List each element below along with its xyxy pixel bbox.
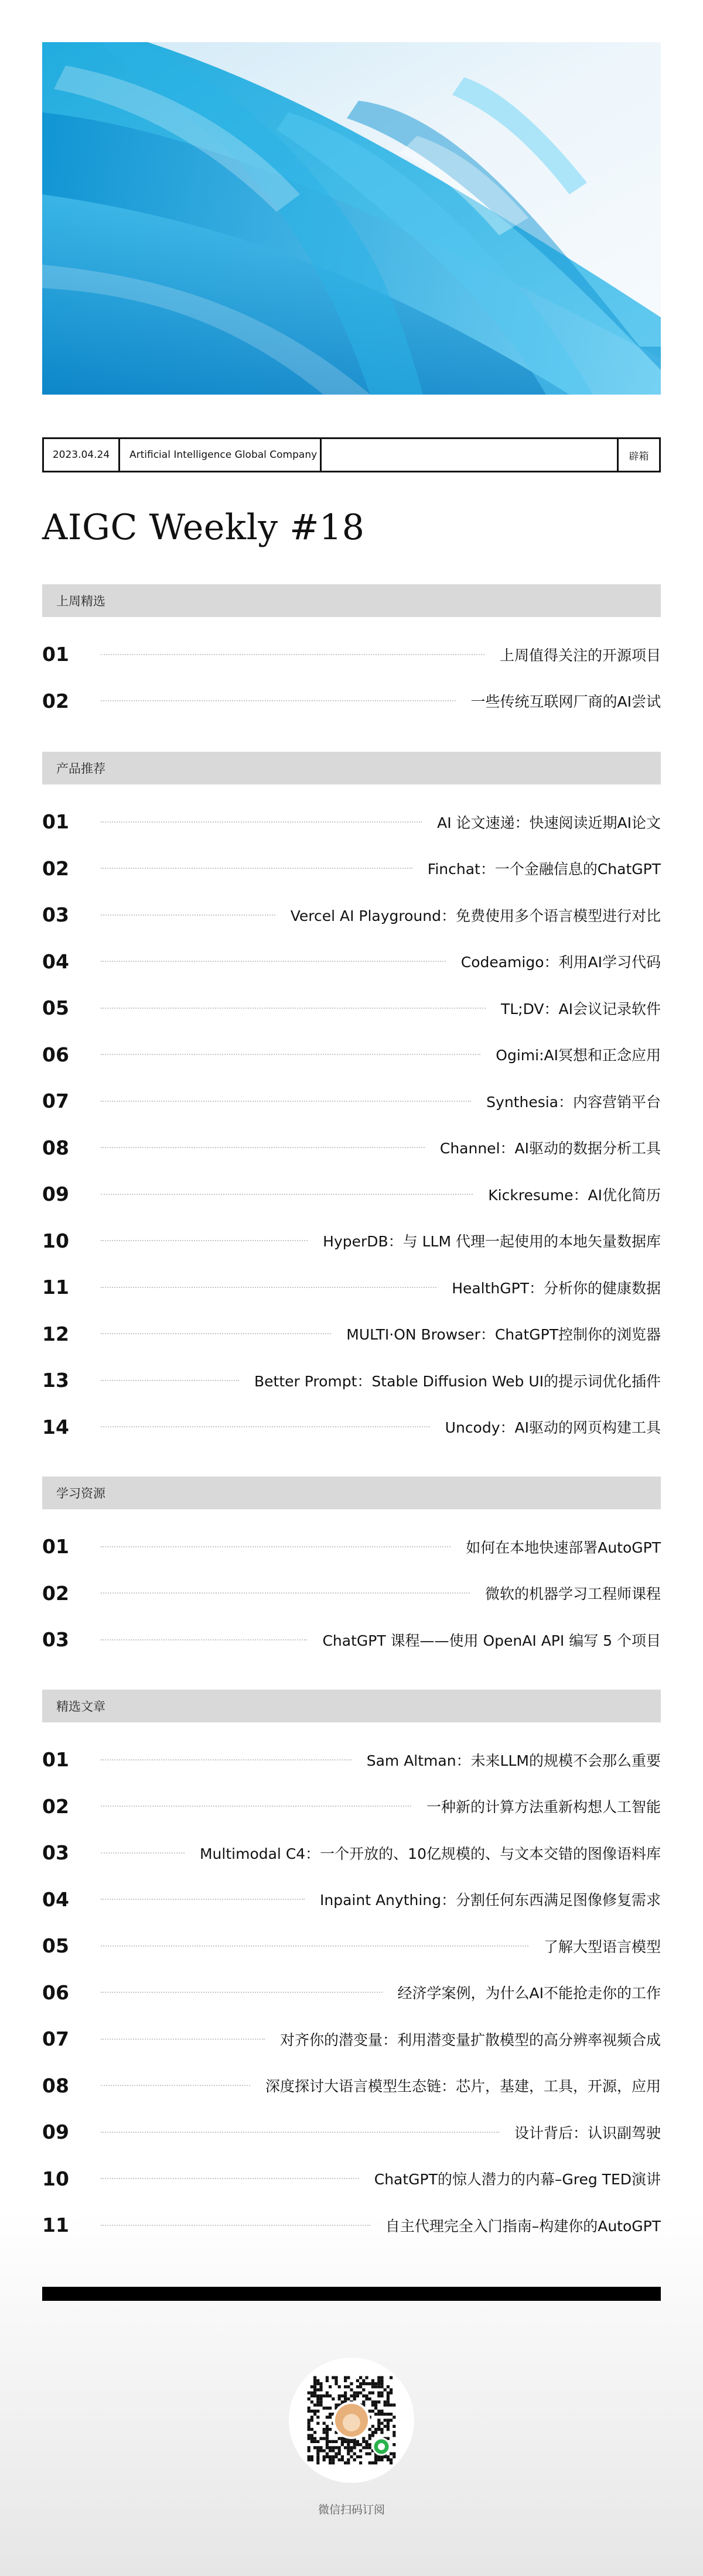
dotted-leader	[101, 1054, 480, 1055]
item-title-link[interactable]: HyperDB：与 LLM 代理一起使用的本地矢量数据库	[323, 1233, 661, 1251]
item-number: 08	[42, 2074, 69, 2097]
section-header: 精选文章	[42, 1690, 661, 1722]
item-number: 01	[42, 810, 69, 834]
list-item[interactable]	[42, 1264, 661, 1311]
dotted-leader	[101, 914, 275, 916]
qr-code-icon	[289, 2358, 414, 2483]
item-title-link[interactable]: ChatGPT的惊人潜力的内幕–Greg TED演讲	[374, 2171, 661, 2188]
item-title-link[interactable]: Better Prompt：Stable Diffusion Web UI的提示词优化插件	[254, 1372, 661, 1390]
dotted-leader	[101, 1759, 352, 1760]
item-title-link[interactable]: 经济学案例，为什么AI不能抢走你的工作	[397, 1985, 661, 2002]
abstract-glass-art	[42, 42, 661, 395]
dotted-leader	[101, 1008, 486, 1009]
item-number: 01	[42, 1535, 69, 1558]
dotted-leader	[101, 1992, 383, 1993]
item-title-link[interactable]: ChatGPT 课程——使用 OpenAI API 编写 5 个项目	[322, 1632, 661, 1649]
dotted-leader	[101, 1380, 239, 1381]
item-number: 10	[42, 2167, 69, 2190]
list-item[interactable]	[42, 1404, 661, 1451]
dotted-leader	[101, 1147, 425, 1148]
dotted-leader	[101, 1592, 470, 1594]
item-title-link[interactable]: Channel：AI驱动的数据分析工具	[439, 1140, 661, 1157]
list-item[interactable]	[42, 631, 661, 678]
item-number: 11	[42, 1276, 69, 1299]
item-number: 07	[42, 2027, 69, 2051]
dotted-leader	[101, 1639, 307, 1640]
list-item[interactable]	[42, 2016, 661, 2063]
item-title-link[interactable]: Codeamigo：利用AI学习代码	[460, 954, 661, 971]
dotted-leader	[101, 1899, 305, 1900]
item-number: 08	[42, 1136, 69, 1159]
item-number: 02	[42, 689, 69, 712]
dotted-leader	[101, 1852, 185, 1854]
section-1	[42, 584, 661, 724]
item-number: 12	[42, 1322, 69, 1345]
item-title-link[interactable]: Ogimi:AI冥想和正念应用	[496, 1047, 661, 1064]
issue-date: 2023.04.24	[44, 439, 120, 471]
page-title: AIGC Weekly #18	[42, 507, 365, 548]
section-items	[42, 785, 661, 1450]
dotted-leader	[101, 961, 446, 962]
item-title-link[interactable]: 设计背后：认识副驾驶	[514, 2124, 661, 2142]
item-title-link[interactable]: TL;DV：AI会议记录软件	[500, 1000, 661, 1018]
list-item[interactable]	[42, 892, 661, 938]
item-title-link[interactable]: Sam Altman：未来LLM的规模不会那么重要	[366, 1752, 661, 1769]
section-header: 学习资源	[42, 1477, 661, 1509]
section-header: 上周精选	[42, 584, 661, 617]
list-item[interactable]	[42, 2063, 661, 2109]
list-item[interactable]	[42, 1969, 661, 2016]
info-bar-spacer	[322, 439, 619, 471]
list-item[interactable]	[42, 845, 661, 892]
item-title-link[interactable]: AI 论文速递：快速阅读近期AI论文	[437, 814, 661, 831]
item-number: 07	[42, 1090, 69, 1113]
item-title-link[interactable]: 一种新的计算方法重新构想人工智能	[426, 1799, 661, 1816]
list-item[interactable]	[42, 985, 661, 1032]
item-title-link[interactable]: Uncody：AI驱动的网页构建工具	[445, 1419, 661, 1437]
list-item[interactable]	[42, 1523, 661, 1570]
dotted-leader	[101, 1426, 430, 1427]
list-item[interactable]	[42, 1078, 661, 1125]
item-title-link[interactable]: 对齐你的潜变量：利用潜变量扩散模型的高分辨率视频合成	[279, 2031, 661, 2049]
item-title-link[interactable]: 了解大型语言模型	[543, 1938, 661, 1955]
list-item[interactable]	[42, 938, 661, 985]
dotted-leader	[101, 2085, 250, 2086]
list-item[interactable]	[42, 1125, 661, 1171]
section-header: 产品推荐	[42, 752, 661, 785]
item-title-link[interactable]: 如何在本地快速部署AutoGPT	[466, 1539, 661, 1556]
item-number: 11	[42, 2214, 69, 2237]
item-number: 01	[42, 643, 69, 666]
dotted-leader	[101, 700, 456, 701]
item-number: 03	[42, 1841, 69, 1865]
section-items	[42, 617, 661, 724]
section-2	[42, 752, 661, 1450]
dotted-leader	[101, 654, 484, 655]
item-title-link[interactable]: 自主代理完全入门指南–构建你的AutoGPT	[385, 2217, 661, 2235]
item-title-link[interactable]: Inpaint Anything：分割任何东西满足图像修复需求	[320, 1892, 661, 1909]
subscribe-button[interactable]: 辟箱	[629, 450, 649, 463]
item-number: 09	[42, 2121, 69, 2144]
item-title-link[interactable]: Finchat：一个金融信息的ChatGPT	[427, 861, 661, 878]
item-title-link[interactable]: Synthesia：内容营销平台	[486, 1093, 661, 1111]
list-item[interactable]	[42, 2156, 661, 2202]
item-title-link[interactable]: 一些传统互联网厂商的AI尝试	[470, 693, 661, 711]
item-number: 05	[42, 996, 69, 1020]
item-number: 04	[42, 1888, 69, 1911]
list-item[interactable]	[42, 2202, 661, 2249]
list-item[interactable]	[42, 1218, 661, 1265]
item-number: 06	[42, 1043, 69, 1066]
dotted-leader	[101, 1546, 451, 1547]
item-number: 02	[42, 1581, 69, 1605]
item-number: 06	[42, 1981, 69, 2004]
item-number: 01	[42, 1748, 69, 1772]
list-item[interactable]	[42, 1357, 661, 1404]
item-number: 05	[42, 1934, 69, 1958]
dotted-leader	[101, 1240, 308, 1241]
dotted-leader	[101, 1194, 473, 1195]
dotted-leader	[101, 1287, 436, 1288]
list-item[interactable]	[42, 1923, 661, 1969]
list-item[interactable]	[42, 1736, 661, 1783]
list-item[interactable]	[42, 799, 661, 845]
list-item[interactable]	[42, 2109, 661, 2156]
list-item[interactable]	[42, 1783, 661, 1830]
dotted-leader	[101, 2039, 265, 2040]
list-item[interactable]	[42, 1616, 661, 1663]
dotted-leader	[101, 1101, 471, 1102]
qr-caption: 微信扫码订阅	[318, 2503, 385, 2516]
list-item[interactable]	[42, 1876, 661, 1923]
dotted-leader	[101, 1333, 331, 1334]
item-number: 03	[42, 903, 69, 927]
list-item[interactable]	[42, 1171, 661, 1218]
dotted-leader	[101, 868, 412, 869]
item-title-link[interactable]: HealthGPT：分析你的健康数据	[452, 1279, 661, 1297]
item-number: 02	[42, 857, 69, 880]
item-number: 04	[42, 950, 69, 973]
section-4	[42, 1690, 661, 2249]
item-number: 14	[42, 1415, 69, 1438]
item-number: 02	[42, 1794, 69, 1818]
item-number: 09	[42, 1183, 69, 1206]
footer-divider	[42, 2287, 661, 2301]
dotted-leader	[101, 1806, 411, 1807]
item-title-link[interactable]: 深度探讨大语言模型生态链：芯片，基建，工具，开源，应用	[265, 2078, 661, 2095]
item-number: 03	[42, 1628, 69, 1652]
dotted-leader	[101, 821, 422, 823]
list-item[interactable]	[42, 1570, 661, 1617]
hero-image	[42, 42, 661, 395]
list-item[interactable]	[42, 1830, 661, 1876]
list-item[interactable]	[42, 678, 661, 725]
company-name: Artificial Intelligence Global Company	[120, 439, 322, 471]
item-title-link[interactable]: Vercel AI Playground：免费使用多个语言模型进行对比	[290, 907, 661, 924]
section-3	[42, 1477, 661, 1663]
item-title-link[interactable]: Multimodal C4：一个开放的、10亿规模的、与文本交错的图像语料库	[199, 1845, 661, 1862]
dotted-leader	[101, 2178, 359, 2179]
section-items	[42, 1722, 661, 2249]
dotted-leader	[101, 2132, 499, 2133]
item-title-link[interactable]: 微软的机器学习工程师课程	[484, 1585, 661, 1603]
item-title-link[interactable]: 上周值得关注的开源项目	[499, 646, 661, 664]
item-number: 10	[42, 1229, 69, 1252]
item-number: 13	[42, 1369, 69, 1392]
dotted-leader	[101, 2225, 370, 2226]
list-item[interactable]	[42, 1032, 661, 1078]
item-title-link[interactable]: Kickresume：AI优化简历	[488, 1186, 661, 1204]
item-title-link[interactable]: MULTI·ON Browser：ChatGPT控制你的浏览器	[346, 1326, 661, 1344]
list-item[interactable]	[42, 1311, 661, 1358]
dotted-leader	[101, 1945, 528, 1947]
info-bar	[42, 437, 661, 472]
section-items	[42, 1509, 661, 1663]
